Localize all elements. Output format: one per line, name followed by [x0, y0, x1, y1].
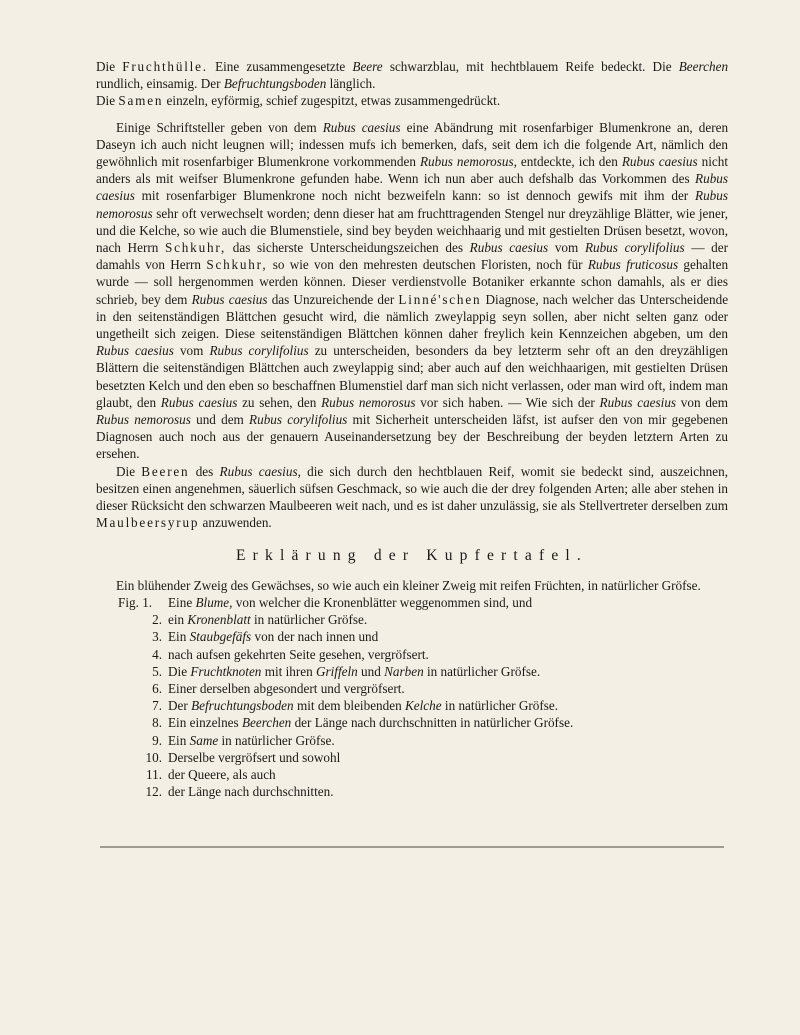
species-name: Rubus nemorosus — [321, 394, 416, 410]
plate-explanation-heading: Erklärung der Kupfertafel. — [235, 547, 589, 565]
text: in natürlicher Gröfse. — [426, 663, 541, 679]
text: mit Sicherheit unterscheiden läfst, ist aufser den von mir gegebenen Diagnosen auch noch aus der genauern Auseinandersetzung bey der Beschreibung der beyden letztern Arten zu ersehen. — [96, 412, 729, 462]
text: Diagnose, nach welcher das Unterscheidende in den seitenständigen Blättchen gesucht wird, die nämlich zweylappig seyn sollen, aber nicht selten ganz oder ungetheilt sich zeigen. Diese seitenständigen Blättchen können daher freylich kein Kennzeichen abgeben, um den — [96, 291, 729, 342]
text: rundlich, einsamig. Der — [96, 76, 221, 92]
text: nach aufsen gekehrten Seite gesehen, vergröfsert. — [168, 646, 429, 662]
species-name: Rubus caesius — [96, 343, 174, 359]
term-beerchen: Beerchen — [678, 59, 729, 74]
text: gehalten wurde — soll hergenommen werden können. Dieser verdienstvolle Botaniker erkannte schon damahls, als er dies schrieb, bey dem — [96, 257, 729, 307]
figure-item — [96, 628, 728, 645]
text: das sicherste Unterscheidungszeichen des — [232, 240, 463, 256]
species-name: Rubus nemorosus, — [419, 154, 517, 170]
fig-number: 4. — [152, 646, 162, 662]
text: Ein — [168, 629, 187, 645]
fig-number: 3. — [152, 629, 162, 645]
text: sehr oft verwechselt worden; denn dieser hat am fruchttragenden Stengel nur dreyzählige Blätter, wie jener, und die Kelche, so wie auch die Blumenstiele, sind bey beyden weichhaarig und mit gestielten Drüsen besetzt, wovon, nach Herrn — [96, 205, 729, 256]
fruit-description — [96, 58, 728, 92]
species-name: Rubus corylifolius — [209, 343, 309, 359]
figure-item — [96, 680, 728, 697]
species-name: Rubus caesius, — [219, 463, 301, 479]
fig-caption — [168, 732, 728, 749]
discussion-paragraph — [96, 119, 728, 463]
fig-number: 6. — [152, 680, 162, 696]
species-name: Rubus caesius — [191, 291, 268, 307]
text: zu sehen, den — [242, 394, 317, 410]
figure-item — [96, 697, 728, 714]
text: Die — [116, 463, 136, 479]
text: Ein einzelnes — [168, 715, 239, 731]
fig-number: 10. — [145, 749, 162, 765]
fig-term: Narben — [384, 663, 424, 679]
species-name: Rubus corylifolius — [249, 412, 348, 428]
fig-caption — [168, 766, 728, 783]
text: von dem — [680, 394, 729, 410]
text: Der — [168, 698, 188, 714]
species-name: Rubus corylifolius — [584, 240, 685, 256]
figure-item — [96, 663, 728, 680]
seed-description — [96, 92, 728, 109]
text: die sich durch den hechtblauen Reif, womit sie bedeckt sind, auszeichnen, besitzen einen angenehmen, säuerlich süfsen Geschmack, so wie auch die der drey folgenden Arten; alle aber stehen in dieser Rücksicht den schwarzen Maulbeeren weit nach, und es ist daher unzulässig, sie als Stellvertreter derselben zum — [96, 463, 729, 514]
text: eine Abändrung mit rosenfarbiger Blumenkrone an, deren Daseyn ich auch nicht leugnen will; indessen mufs ich bemerken, dafs, seit dem ich die folgende Art, nämlich den gewöhnlich mit rosenfarbiger Blumenkrone vorkommenden — [96, 119, 729, 170]
term-maulbeersyrup: Maulbeersyrup — [96, 515, 200, 531]
text: mit rosenfarbiger Blumenkrone noch nicht bezweifeln kann: so ist dennoch gewifs mit ihm der — [141, 188, 689, 204]
text: vom — [554, 240, 579, 256]
fig-term: Staubgefäfs — [189, 629, 252, 645]
text: Die — [168, 663, 188, 679]
text: anzuwenden. — [202, 515, 272, 531]
fig-caption — [168, 749, 728, 766]
fig-caption — [168, 697, 728, 714]
text: in natürlicher Gröfse. — [444, 698, 559, 714]
text: Einer derselben abgesondert und vergröfsert. — [168, 680, 405, 696]
text: der Queere, als auch — [168, 766, 276, 782]
text: — der damahls von Herrn — [96, 240, 729, 273]
text: von der nach innen und — [254, 629, 379, 645]
figure-item — [96, 714, 728, 731]
text: länglich. — [329, 76, 376, 92]
figure-item — [96, 732, 728, 749]
species-name: Rubus fruticosus — [587, 257, 679, 273]
fig-number: 12. — [145, 784, 162, 800]
text: in natürlicher Gröfse. — [221, 732, 335, 748]
fig-term: Kronenblatt — [187, 612, 251, 628]
text: Die — [96, 93, 116, 109]
text: Die — [96, 59, 116, 74]
term-beeren: Beeren — [141, 463, 190, 479]
author-name: Linné'schen — [398, 291, 482, 307]
fig-caption — [168, 680, 728, 697]
fig-number: 9. — [152, 732, 162, 748]
text: das Unzureichende der — [271, 291, 395, 307]
text: entdeckte, ich den — [520, 154, 618, 170]
species-name: Rubus caesius — [160, 394, 238, 410]
fig-number: 7. — [152, 698, 162, 714]
fig-number: 2. — [152, 612, 162, 628]
text: mit dem bleibenden — [296, 698, 402, 714]
text: vom — [179, 343, 204, 359]
term-befruchtungsboden: Befruchtungsboden — [223, 76, 327, 92]
fig-term: Blume, — [195, 594, 233, 610]
term-beere: Beere — [352, 59, 383, 74]
text: und dem — [196, 412, 244, 428]
text: in natürlicher Gröfse. — [253, 612, 368, 628]
text: von welcher die Kronenblätter weggenommen sind, und — [235, 594, 533, 610]
fig-term: Befruchtungsboden — [191, 698, 294, 714]
figure-item — [96, 611, 728, 628]
text: Ein — [168, 732, 187, 748]
fig-label — [96, 594, 168, 611]
author-name: Schkuhr, — [165, 240, 227, 256]
text: Eine — [168, 594, 193, 610]
figure-item — [96, 766, 728, 783]
fig-term: Kelche — [404, 698, 442, 714]
fig-term: Fruchtknoten — [190, 663, 262, 679]
text: nicht anders als mit weifser Blumenkrone gefunden habe. Wenn ich nun aber auch defshalb das Vorkommen des — [96, 154, 729, 187]
species-name: Rubus caesius — [96, 171, 729, 204]
figure-list — [96, 594, 728, 800]
text: schwarzblau, mit hechtblauem Reife bedeckt. Die — [389, 59, 672, 74]
species-name: Rubus caesius — [621, 154, 698, 170]
fig-term: Same — [189, 732, 219, 748]
species-name: Rubus caesius — [469, 240, 549, 256]
plate-intro — [96, 577, 728, 594]
text: mit ihren — [264, 663, 313, 679]
species-name: Rubus caesius — [599, 394, 677, 410]
text: der Länge nach durchschnitten. — [168, 784, 334, 800]
text: Derselbe vergröfsert und sowohl — [168, 749, 341, 765]
fig-caption — [168, 611, 728, 628]
page-body — [96, 58, 728, 800]
fig-term: Griffeln — [315, 663, 358, 679]
text: ein — [168, 612, 185, 628]
fig-caption — [168, 663, 728, 680]
page-bottom-rule — [100, 846, 724, 848]
fig-term: Beerchen — [241, 715, 292, 731]
term-fruchthuelle: Fruchthülle. — [122, 59, 208, 74]
text: Ein blühender Zweig des Gewächses, so wie auch ein kleiner Zweig mit reifen Früchten, in natürlicher Gröfse. — [116, 577, 701, 593]
term-samen: Samen — [118, 93, 164, 109]
figure-item — [96, 646, 728, 663]
species-name: Rubus nemorosus — [96, 188, 728, 221]
text: einzeln, eyförmig, schief zugespitzt, etwas zusammengedrückt. — [166, 93, 501, 109]
text: Einige Schriftsteller geben von dem — [116, 119, 317, 135]
species-name: Rubus nemorosus — [96, 412, 191, 428]
text: so wie von den mehresten deutschen Floristen, noch für — [272, 257, 583, 273]
fig-number: 11. — [146, 766, 162, 782]
text: des — [195, 463, 214, 479]
text: vor sich haben. — Wie sich der — [420, 394, 595, 410]
author-name: Schkuhr, — [206, 257, 268, 273]
figure-item — [96, 783, 728, 800]
fig-number: 8. — [152, 715, 162, 731]
figure-item — [96, 594, 728, 611]
fig-number: 1. — [142, 594, 153, 610]
fig-abbrev: Fig. — [118, 594, 139, 610]
fig-caption — [168, 628, 728, 645]
fig-caption — [168, 646, 728, 663]
fig-caption — [168, 594, 728, 611]
berries-paragraph — [96, 463, 728, 532]
figure-item — [96, 749, 728, 766]
text: Eine zusammengesetzte — [215, 59, 346, 74]
fig-caption — [168, 714, 728, 731]
text: zu unterscheiden, besonders da bey letzterm sehr oft an den dreyzähligen Blättern die seitenständigen Blättchen auch zweylappig sind; aber auch auf den weichhaarigen, mit gestielten Drüsen besetzten Kelch und den eben so beschaffnen Blumenstiel darf man sich nicht verlassen, oder man wird oft, indem man glaubt, den — [96, 343, 729, 410]
species-name: Rubus caesius — [322, 119, 401, 135]
text: der Länge nach durchschnitten in natürlicher Gröfse. — [294, 715, 574, 731]
fig-caption — [168, 783, 728, 800]
fig-number: 5. — [152, 663, 162, 679]
text: und — [361, 663, 381, 679]
